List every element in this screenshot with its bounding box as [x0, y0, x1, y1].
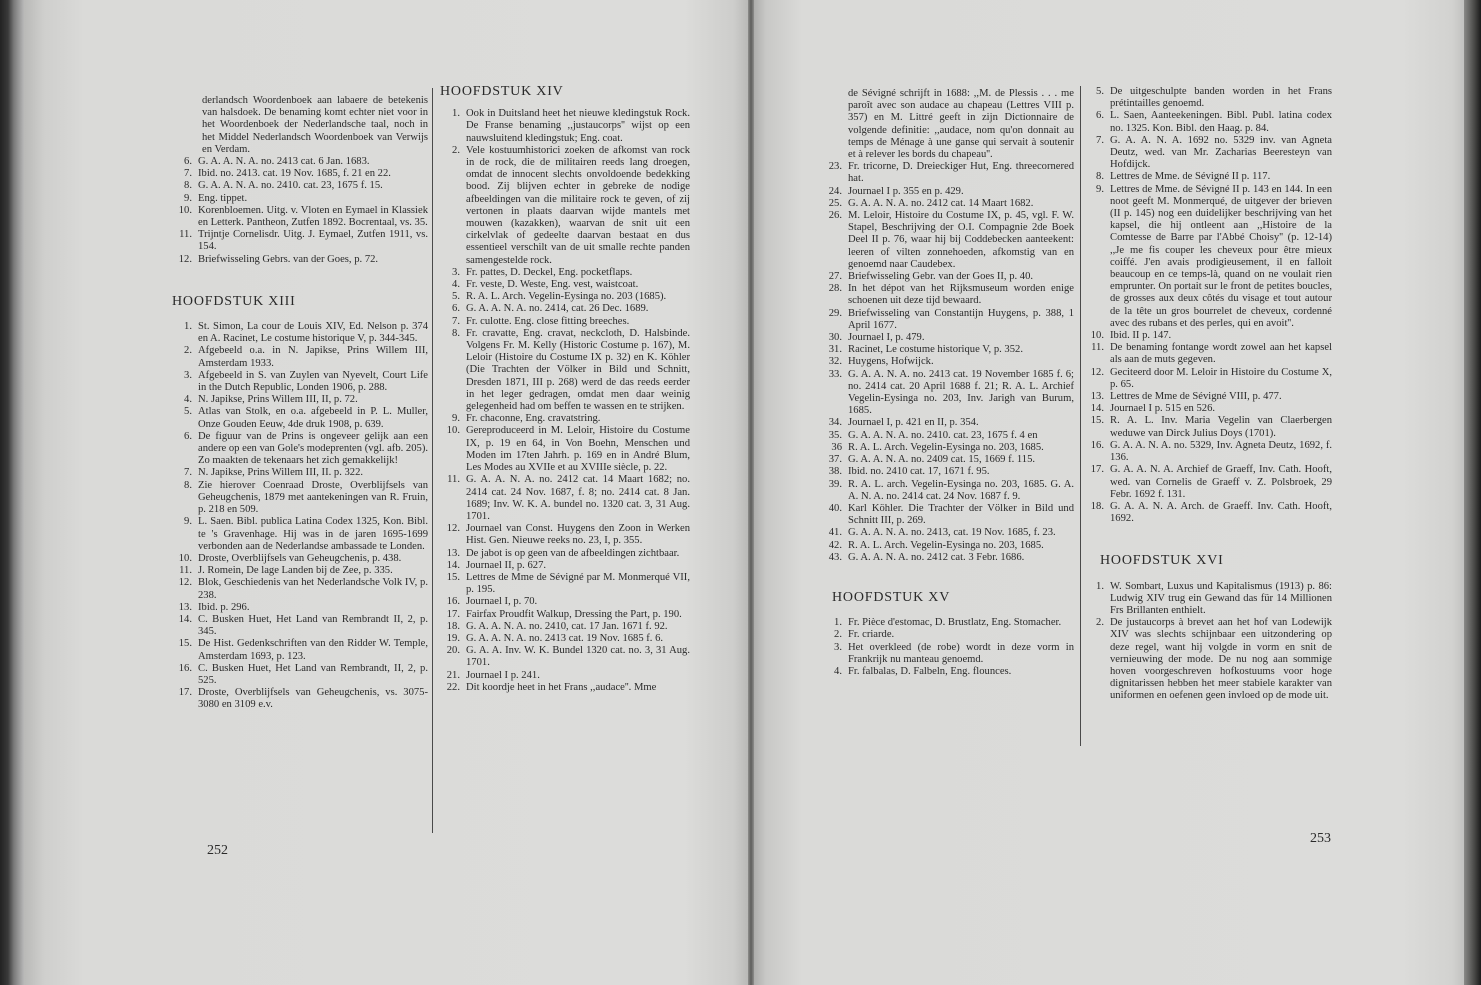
footnote-text: Ibid. no. 2413. cat. 19 Nov. 1685, f. 21 en 22.: [198, 168, 391, 180]
notes-list: [172, 321, 428, 712]
footnote: [822, 479, 1074, 503]
footnote: [822, 210, 1074, 271]
footnote: [822, 198, 1074, 210]
footnote-number: 17.: [446, 608, 460, 620]
footnote: [172, 180, 428, 192]
footnote: [1084, 342, 1332, 366]
footnote: [172, 321, 428, 345]
footnote-text: G. A. A. N. A. no. 5329, Inv. Agneta Deutz, 1692, f. 136.: [1110, 439, 1332, 464]
footnote-text: G. A. A. N. A. Archief de Graeff, Inv. Cath. Hooft, wed. van Cornelis de Graeff v. Z. Polsbroek, 29 Febr. 1692 f. 131.: [1110, 464, 1332, 500]
footnote: [822, 161, 1074, 185]
footnote-text: Ibid. no. 2410 cat. 17, 1671 f. 95.: [848, 466, 990, 478]
footnote-number: 9.: [184, 516, 192, 528]
footnote-text: Journael I p. 241.: [466, 669, 540, 681]
footnote: [440, 291, 690, 303]
footnote-text: Geciteerd door M. Leloir in Histoire du Costume X, p. 65.: [1110, 366, 1332, 390]
footnote-text: Lettres de Mme de Sévigné VIII, p. 477.: [1110, 391, 1282, 403]
footnote-text: Journael I, p. 70.: [466, 596, 538, 608]
footnote-number: 14.: [446, 559, 460, 571]
footnote-number: 2.: [1096, 617, 1104, 629]
footnote: [440, 548, 690, 560]
footnote-text: De Hist. Gedenkschriften van den Ridder W. Temple, Amsterdam 1693, p. 123.: [198, 638, 428, 662]
footnote-text: In het dépot van het Rijksmuseum worden enige schoenen uit deze tijd bewaard.: [848, 283, 1074, 307]
footnote: [822, 629, 1074, 641]
footnote-text: Vele kostuumhistorici zoeken de afkomst van rock in de rock, die de militairen reeds lang droegen, omdat de innocent slechts onvoldoende bedekking bood. Zij blijven echter in gebreke de nodige afbeeldingen van die militaire rock te geven, of zij vertonen in plaats daarvan wijde mantels met mouwen (kazakken), waarvan de snit uit een cirkelvlak of gedeelte daarvan bestaat en dus essentieel verschilt van de uit smalle rechte panden samengestelde rock.: [466, 144, 690, 266]
chapter-heading: HOOFDSTUK XIV: [440, 84, 564, 99]
footnote-number: 32.: [828, 356, 842, 368]
footnote: [172, 602, 428, 614]
footnote-text: Eng. tippet.: [198, 192, 248, 204]
footnote-text: G. A. A. N. A. no. 2414, cat. 26 Dec. 1689.: [466, 303, 649, 315]
footnote-text: Fr. falbalas, D. Falbeln, Eng. flounces.: [848, 665, 1012, 677]
footnote-number: 36: [831, 441, 842, 453]
footnote-number: 33.: [828, 368, 842, 380]
footnote-number: 15.: [446, 571, 460, 583]
footnote: [1084, 617, 1332, 702]
footnote: [822, 356, 1074, 368]
footnote-number: 29.: [828, 307, 842, 319]
footnote-number: 17.: [1090, 464, 1104, 476]
footnote-number: 10.: [178, 204, 192, 216]
footnote: [822, 369, 1074, 418]
footnote: [822, 642, 1074, 666]
footnote-number: 13.: [1090, 391, 1104, 403]
footnote-text: St. Simon, La cour de Louis XIV, Ed. Nelson p. 374 en A. Racinet, Le costume historique V, p. 344-345.: [198, 321, 428, 345]
footnote: [172, 577, 428, 601]
footnote: [172, 254, 428, 266]
footnote-number: 15.: [1090, 415, 1104, 427]
footnote: [172, 370, 428, 394]
footnote: [440, 267, 690, 279]
footnote-text: G. A. A. N. A. no. 2413 cat. 6 Jan. 1683.: [198, 156, 370, 168]
footnote-number: 14.: [1090, 403, 1104, 415]
footnote-text: R. A. L. Arch. Vegelin-Eysinga no. 203, 1685.: [848, 441, 1044, 453]
footnote: [172, 614, 428, 638]
column-rule: [1080, 86, 1081, 746]
footnote-text: W. Sombart, Luxus und Kapitalismus (1913) p. 86: Ludwig XIV trug ein Gewand das für 14 Millionen Frs Brillanten enthielt.: [1110, 580, 1332, 616]
footnote-number: 43.: [828, 551, 842, 563]
footnote-number: 39.: [828, 478, 842, 490]
footnote-number: 21.: [446, 669, 460, 681]
footnote-number: 38.: [828, 466, 842, 478]
footnote-text: Lettres de Mme de Sévigné par M. Monmerqué VII, p. 195.: [466, 571, 690, 596]
footnote: [172, 156, 428, 168]
footnote: [172, 687, 428, 711]
footnote: [172, 565, 428, 577]
footnote-text: G. A. A. N. A. no. 2413, cat. 19 Nov. 1685, f. 23.: [848, 527, 1056, 539]
footnote: [440, 108, 690, 145]
footnote: [172, 516, 428, 553]
footnote-text: C. Busken Huet, Het Land van Rembrandt, II, 2, p. 525.: [198, 662, 428, 686]
footnote-number: 40.: [828, 502, 842, 514]
column-rule: [432, 88, 433, 833]
footnote: [822, 540, 1074, 552]
footnote-text: Racinet, Le costume historique V, p. 352.: [848, 344, 1023, 356]
footnote: [1084, 415, 1332, 439]
footnote-number: 23.: [828, 161, 842, 173]
footnote-text: G. A. A. N. A. no. 2410, cat. 17 Jan. 1671 f. 92.: [466, 620, 668, 632]
footnote: [1084, 367, 1332, 391]
footnote-number: 1.: [834, 617, 842, 629]
footnote: [822, 417, 1074, 429]
notes-column-1: [172, 95, 428, 712]
footnote: [440, 596, 690, 608]
footnote-number: 12.: [178, 577, 192, 589]
footnote: [822, 454, 1074, 466]
footnote: [440, 645, 690, 669]
footnote-number: 4.: [184, 394, 192, 406]
footnote-text: Journael I, p. 421 en II, p. 354.: [848, 417, 979, 429]
footnote-text: N. Japikse, Prins Willem III, II. p. 322.: [198, 467, 364, 479]
footnote-text: Droste, Overblijfsels van Geheugchenis, p. 438.: [198, 552, 402, 564]
footnote-number: 35.: [828, 429, 842, 441]
continued-note: derlandsch Woordenboek aan labaere de betekenis van halsdoek. De benaming komt echter niet voor in het Woordenboek der Nederlandsche taal, noch in het Middel Nederlandsch Woordenboek van Verwijs en Verdam.: [202, 95, 428, 155]
footnote: [1084, 86, 1332, 110]
footnote-text: Trijntje Cornelisdr. Uitg. J. Eymael, Zutfen 1911, vs. 154.: [198, 229, 428, 253]
footnote: [172, 467, 428, 479]
footnote-text: De figuur van de Prins is ongeveer gelijk aan een andere op een van Gole's modeprenten (vgl. afb. 205). Zo maakten de tekenaars het zich gemakkelijk!: [198, 430, 428, 467]
footnote-text: R. A. L. Inv. Maria Vegelin van Claerbergen weduwe van Dirck Julius Doys (1701).: [1110, 415, 1332, 439]
footnote-text: De jabot is op geen van de afbeeldingen zichtbaar.: [466, 547, 680, 559]
footnote-text: De uitgeschulpte banden worden in het Frans prétintailles genoemd.: [1110, 86, 1332, 110]
footnote: [440, 633, 690, 645]
footnote: [822, 617, 1074, 629]
footnote: [1084, 135, 1332, 172]
footnote-number: 11.: [1091, 342, 1104, 354]
footnote-number: 6.: [1096, 110, 1104, 122]
footnote-text: Briefwisseling Gebr. van der Goes II, p. 40.: [848, 271, 1034, 283]
footnote-number: 2.: [452, 144, 460, 156]
chapter-heading: HOOFDSTUK XV: [832, 589, 951, 605]
footnote: [440, 670, 690, 682]
footnote-text: Gereproduceerd in M. Leloir, Histoire du Costume IX, p. 19 en 64, in Von Boehn, Menschen und Moden im 17ten Jahrh. p. 169 en in André Blum, Les Modes au XVIIe et au XVIIIe siècle, p. 22.: [466, 425, 690, 474]
footnote-number: 8.: [452, 327, 460, 339]
footnote: [440, 474, 690, 523]
footnote-text: G. A. A. N. A. no. 2409 cat. 15, 1669 f. 115.: [848, 454, 1036, 466]
footnote-number: 10.: [1090, 330, 1104, 342]
footnote: [172, 553, 428, 565]
footnote-number: 8.: [184, 479, 192, 491]
footnote-number: 28.: [828, 283, 842, 295]
footnote-number: 5.: [1096, 86, 1104, 97]
footnote-text: Lettres de Mme. de Sévigné II p. 143 en 144. In een noot geeft M. Monmerqué, de uitgever der brieven (II p. 145) nog een duidelijker beschrijving van het kapsel, die hij ontleent aan ,,Histoire de la Comtesse de Barre par l'Abbé Choisy'' (p. 12-14) ,,Je me fis couper les cheveux pour être mieux coiffé. J'en avais prodigieusement, il en falloit beaucoup en ce temps-là, quand on ne voulait rien emprunter. On portait sur le front de petites boucles, de grosses aux deux côtés du visage et tout autour de la tête un gros bourrelet de cheveux, cordenné avec des rubans et des perles, qui en avoit''.: [1110, 183, 1332, 329]
footnote-text: Lettres de Mme. de Sévigné II p. 117.: [1110, 171, 1271, 183]
footnote-number: 8.: [184, 180, 192, 192]
footnote-number: 9.: [1096, 183, 1104, 195]
footnote-text: G. A. A. N. A. no. 2412 cat. 3 Febr. 1686.: [848, 551, 1025, 563]
footnote-number: 12.: [1090, 366, 1104, 378]
footnote-number: 13.: [446, 547, 460, 559]
footnote-number: 2.: [184, 345, 192, 357]
footnote-number: 5.: [452, 291, 460, 303]
footnote-text: De benaming fontange wordt zowel aan het kapsel als aan de muts gegeven.: [1110, 342, 1332, 366]
notes-list: [1084, 86, 1332, 525]
continued-note: de Sévigné schrijft in 1688: ,,M. de Plessis . . . me paroît avec son audace au chapeau (Lettres VIII p. 357) en M. Littré geeft in zijn Dictionnaire de volgende definitie: ,,audace, nom qu'on donnait au temps de Ménage à une ganse qui servait à soutenir et à relever les bords du chapeau''.: [848, 88, 1074, 161]
footnote-number: 27.: [828, 271, 842, 283]
footnote: [822, 271, 1074, 283]
chapter-heading: HOOFDSTUK XIII: [172, 293, 296, 309]
page-number-right: 253: [1310, 831, 1331, 846]
footnote-number: 26.: [828, 210, 842, 222]
footnote-text: G. A. A. N. A. no. 2412 cat. 14 Maart 1682.: [848, 197, 1034, 209]
footnote-number: 19.: [446, 632, 460, 644]
footnote-text: Korenbloemen. Uitg. v. Vloten en Eymael in Klassiek en Letterk. Pantheon, Zutfen 1892. Bocrentaal, vs. 35.: [198, 204, 428, 229]
footnote: [440, 609, 690, 621]
footnote: [1084, 403, 1332, 415]
footnote-text: Zie hierover Coenraad Droste, Overblijfsels van Geheugchenis, 1879 met aantekeningen van R. Fruin, p. 218 en 509.: [198, 479, 428, 516]
footnote: [440, 145, 690, 267]
footnote-number: 7.: [452, 315, 460, 327]
footnote-number: 1.: [184, 321, 192, 333]
footnote-number: 3.: [452, 266, 460, 278]
footnote-number: 7.: [184, 168, 192, 180]
footnote: [440, 572, 690, 596]
footnote-number: 11.: [447, 474, 460, 486]
footnote-number: 11.: [179, 565, 192, 577]
footnote-text: Huygens, Hofwijck.: [848, 356, 934, 368]
footnote: [172, 406, 428, 430]
footnote-number: 6.: [452, 303, 460, 315]
footnote-number: 42.: [828, 539, 842, 551]
footnote: [1084, 464, 1332, 501]
footnote: [822, 666, 1074, 678]
footnote-number: 9.: [184, 192, 192, 204]
footnote-number: 10.: [446, 425, 460, 437]
footnote: [822, 283, 1074, 307]
footnote-text: Afgebeeld in S. van Zuylen van Nyevelt, Court Life in the Dutch Republic, Londen 1906, p. 288.: [198, 369, 428, 394]
footnote-text: Journael I, p. 479.: [848, 332, 925, 344]
footnote-text: Briefwisseling Gebrs. van der Goes, p. 72.: [198, 253, 379, 265]
footnote: [172, 193, 428, 205]
footnote: [1084, 440, 1332, 464]
footnote-text: Het overkleed (de robe) wordt in deze vorm in Frankrijk nu manteau genoemd.: [848, 641, 1074, 665]
footnote-text: Blok, Geschiedenis van het Nederlandsche Volk IV, p. 238.: [198, 577, 428, 601]
footnote: [440, 303, 690, 315]
footnote-number: 4.: [452, 279, 460, 291]
footnote-text: Journael I p. 515 en 526.: [1110, 403, 1216, 415]
footnote-number: 34.: [828, 417, 842, 429]
footnote: [172, 663, 428, 687]
footnote-text: De justaucorps à brevet aan het hof van Lodewijk XIV was slechts schijnbaar een uitzondering op deze regel, want hij volgde in vorm en snit de vernieuwing der mode. De nu nog aan sommige hoven voorgeschreven hofkostuums voor hoge dignitarissen hebben het meer stabiele karakter van uniformen en oefenen geen invloed op de mode uit.: [1110, 617, 1332, 702]
footnote-number: 12.: [446, 523, 460, 535]
footnote-number: 41.: [828, 527, 842, 539]
footnote: [172, 394, 428, 406]
footnote-text: R. A. L. arch. Vegelin-Eysinga no. 203, 1685. G. A. A. N. A. no. 2414 cat. 24 Nov. 1687 f. 9.: [848, 478, 1074, 502]
footnote-text: Atlas van Stolk, en o.a. afgebeeld in P. L. Muller, Onze Gouden Eeuw, 4de druk 1908, p. 639.: [198, 406, 428, 430]
footnote: [440, 316, 690, 328]
footnote-text: L. Saen. Bibl. publica Latina Codex 1325, Kon. Bibl. te 's Gravenhage. Hij was in de jaren 1695-1699 verbonden aan de Nederlandse ambassade te Londen.: [198, 516, 428, 552]
footnote: [440, 425, 690, 474]
footnote-text: Fairfax Proudfit Walkup, Dressing the Part, p. 190.: [466, 608, 682, 620]
footnote-text: Fr. cravatte, Eng. cravat, neckcloth, D. Halsbinde. Volgens Fr. M. Kelly (Historic Costume p. 167), M. Leloir (Histoire du Costume IX p. 32) en K. Köhler (Die Trachten der Völker in Bild und Schnitt, Dresden 1871, III p. 268) werd de das reeds eerder in het leger gedragen, omdat men daar weinig gelegenheid had om beffen te wassen en te strijken.: [466, 327, 690, 413]
footnote: [822, 466, 1074, 478]
footnote: [172, 168, 428, 180]
footnote-text: Karl Köhler. Die Trachter der Völker in Bild und Schnitt III, p. 269.: [848, 502, 1074, 527]
footnote-text: J. Romein, De lage Landen bij de Zee, p. 335.: [198, 565, 393, 577]
footnote: [1084, 581, 1332, 618]
footnote: [1084, 501, 1332, 525]
footnote: [822, 308, 1074, 332]
footnote-number: 37.: [828, 454, 842, 466]
footnote-number: 31.: [828, 344, 842, 356]
footnote-number: 1.: [1096, 580, 1104, 592]
footnote: [822, 503, 1074, 527]
footnote: [172, 205, 428, 229]
footnote: [1084, 171, 1332, 183]
footnote-number: 3.: [184, 369, 192, 381]
footnote-text: Dit koordje heet in het Frans ,,audace''. Mme: [466, 681, 657, 693]
footnote-text: Droste, Overblijfsels van Geheugchenis, vs. 3075-3080 en 3109 e.v.: [198, 687, 428, 711]
page-number-left: 252: [207, 843, 228, 858]
footnote: [822, 527, 1074, 539]
footnote-number: 13.: [178, 601, 192, 613]
footnote: [822, 186, 1074, 198]
footnote-text: Fr. veste, D. Weste, Eng. vest, waistcoat.: [466, 279, 639, 291]
footnote-text: Fr. Pièce d'estomac, D. Brustlatz, Eng. Stomacher.: [848, 617, 1062, 629]
footnote-number: 6.: [184, 156, 192, 168]
footnote: [822, 430, 1074, 442]
footnote-number: 30.: [828, 332, 842, 344]
footnote-number: 17.: [178, 687, 192, 699]
footnote-text: Journael II, p. 627.: [466, 559, 547, 571]
notes-list: [440, 108, 690, 694]
footnote-number: 3.: [834, 641, 842, 653]
footnote-text: Journael I p. 355 en p. 429.: [848, 185, 964, 197]
footnote-number: 18.: [1090, 500, 1104, 512]
footnote-number: 1.: [452, 108, 460, 120]
footnote-number: 25.: [828, 197, 842, 209]
footnote-number: 11.: [179, 229, 192, 241]
footnote-text: G. A. A. N. A. no. 2412 cat. 14 Maart 1682; no. 2414 cat. 24 Nov. 1687, f. 8; no. 2414 cat. 8 Jan. 1689; Inv. W. K. A. bundel no. 1320 cat. 3, 31 Aug. 1701.: [466, 474, 690, 522]
footnote-text: G. A. A. N. A. 1692 no. 5329 inv. van Agneta Deutz, wed. van Mr. Zacharias Beeresteyn van Hofdijck.: [1110, 134, 1332, 171]
footnote-number: 6.: [184, 430, 192, 442]
footnote-number: 12.: [178, 253, 192, 265]
footnote-text: Ibid. II p. 147.: [1110, 330, 1172, 342]
footnote-number: 5.: [184, 406, 192, 418]
book-edge: [1464, 0, 1481, 985]
footnote: [822, 552, 1074, 564]
footnote-text: Briefwisseling van Constantijn Huygens, p. 388, 1 April 1677.: [848, 307, 1074, 331]
notes-column-4: [1084, 86, 1332, 703]
footnote: [172, 480, 428, 517]
footnote-number: 7.: [184, 467, 192, 479]
footnote: [1084, 184, 1332, 330]
footnote-text: L. Saen, Aanteekeningen. Bibl. Publ. latina codex no. 1325. Kon. Bibl. den Haag. p. 84.: [1110, 110, 1332, 134]
footnote-number: 15.: [178, 638, 192, 650]
footnote-text: G. A. A. N. A. no. 2413 cat. 19 November 1685 f. 6; no. 2414 cat. 20 April 1688 f. 21; R. A. L. Archief Vegelin-Eysinga no. 203, Inv. Jarigh van Burum, 1685.: [848, 368, 1074, 417]
footnote: [1084, 391, 1332, 403]
footnote-text: Fr. criarde.: [848, 629, 895, 641]
footnote-number: 14.: [178, 613, 192, 625]
footnote-number: 7.: [1096, 134, 1104, 146]
notes-list: [822, 161, 1074, 564]
footnote: [822, 344, 1074, 356]
footnote-text: R. A. L. Arch. Vegelin-Eysinga no. 203 (1685).: [466, 291, 667, 303]
footnote-number: 4.: [834, 665, 842, 677]
footnote-text: Fr. culotte. Eng. close fitting breeches.: [466, 315, 630, 327]
footnote: [440, 413, 690, 425]
footnote-number: 8.: [1096, 171, 1104, 183]
footnote: [440, 621, 690, 633]
footnote-number: 20.: [446, 645, 460, 657]
notes-list: [1084, 581, 1332, 703]
notes-list: [822, 617, 1074, 678]
footnote: [440, 560, 690, 572]
notes-column-3: [822, 88, 1074, 678]
notes-column-2: [440, 86, 690, 694]
footnote: [172, 431, 428, 468]
footnote: [440, 682, 690, 694]
footnote-text: M. Leloir, Histoire du Costume IX, p. 45, vgl. F. W. Stapel, Beschrijving der O.I. Compagnie 2de Boek Deel II p. 76, waar hij bij Coddebecken aanteekent: leeren of vilten zonnehoeden, afkomstig van en genoemd naar Caudebex.: [848, 210, 1074, 270]
footnote-number: 18.: [446, 620, 460, 632]
footnote-number: 22.: [446, 681, 460, 693]
footnote: [1084, 330, 1332, 342]
footnote: [172, 638, 428, 662]
footnote-text: Fr. tricorne, D. Dreieckiger Hut, Eng. threecornered hat.: [848, 161, 1074, 185]
footnote-text: Afgebeeld o.a. in N. Japikse, Prins Willem III, Amsterdam 1933.: [198, 345, 428, 369]
footnote: [1084, 110, 1332, 134]
footnote-text: G. A. A. N. A. no. 2410. cat. 23, 1675 f. 4 en: [848, 429, 1038, 441]
footnote: [440, 328, 690, 413]
footnote-text: Ibid. p. 296.: [198, 601, 250, 613]
footnote: [172, 345, 428, 369]
footnote: [440, 523, 690, 547]
footnote-number: 16.: [1090, 439, 1104, 451]
footnote-number: 2.: [834, 629, 842, 641]
footnote-text: G. A. A. N. A. no. 2410. cat. 23, 1675 f. 15.: [198, 180, 383, 192]
footnote-text: R. A. L. Arch. Vegelin-Eysinga no. 203, 1685.: [848, 539, 1044, 551]
footnote-text: Fr. pattes, D. Deckel, Eng. pocketflaps.: [466, 266, 633, 278]
footnote-text: C. Busken Huet, Het Land van Rembrandt II, 2, p. 345.: [198, 613, 428, 638]
footnote: [822, 332, 1074, 344]
footnote-text: N. Japikse, Prins Willem III, II, p. 72.: [198, 394, 358, 406]
book-gutter: [748, 0, 754, 985]
footnote: [440, 279, 690, 291]
footnote-number: 16.: [178, 662, 192, 674]
footnote-number: 10.: [178, 552, 192, 564]
footnote-number: 9.: [452, 413, 460, 425]
footnote-number: 24.: [828, 185, 842, 197]
footnote-number: 16.: [446, 596, 460, 608]
footnote-text: G. A. A. N. A. no. 2413 cat. 19 Nov. 1685 f. 6.: [466, 632, 664, 644]
footnote: [172, 229, 428, 253]
footnote: [822, 442, 1074, 454]
chapter-heading: HOOFDSTUK XVI: [1100, 553, 1224, 569]
footnote-text: Ook in Duitsland heet het nieuwe kledingstuk Rock. De Franse benaming ,,justaucorps'' wijst op een nauwsluitend kledingstuk; Eng. coat.: [466, 108, 690, 144]
footnote-text: G. A. A. Inv. W. K. Bundel 1320 cat. no. 3, 31 Aug. 1701.: [466, 645, 690, 669]
notes-list: [172, 156, 428, 266]
footnote-text: Fr. chaconne, Eng. cravatstring.: [466, 413, 601, 425]
footnote-text: G. A. A. N. A. Arch. de Graeff. Inv. Cath. Hooft, 1692.: [1110, 500, 1332, 525]
footnote-text: Journael van Const. Huygens den Zoon in Werken Hist. Gen. Nieuwe reeks no. 23, I, p. 355.: [466, 523, 690, 547]
